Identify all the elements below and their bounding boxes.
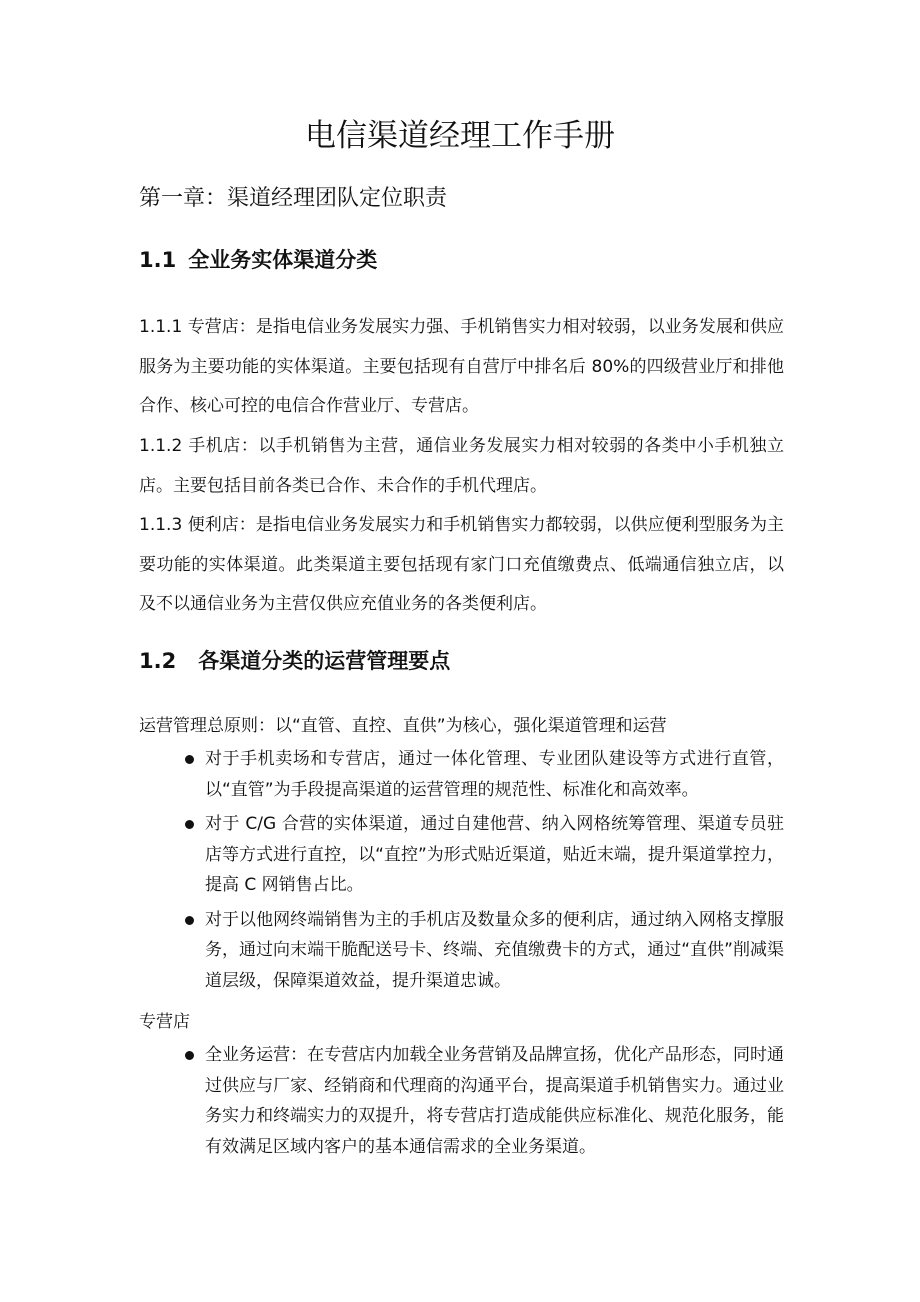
bullet-dot-icon xyxy=(185,1051,194,1060)
operation-principle: 运营管理总原则：以“直管、直控、直供”为核心，强化渠道管理和运营 xyxy=(139,716,667,736)
store-bullet-list xyxy=(139,1040,784,1166)
store-type-label: 专营店 xyxy=(139,1012,190,1032)
list-item xyxy=(139,744,784,805)
principle-bullet-list xyxy=(139,744,784,1000)
section-1-1-title: 全业务实体渠道分类 xyxy=(188,248,378,272)
bullet-text: 对于 C/G 合营的实体渠道，通过自建他营、纳入网格统筹管理、渠道专员驻店等方式进行直控，以“直控”为形式贴近渠道，贴近末端，提升渠道掌控力，提高 C 网销售占比。 xyxy=(205,814,784,895)
list-item xyxy=(139,809,784,901)
section-1-2-title: 各渠道分类的运营管理要点 xyxy=(198,649,451,673)
section-1-1-number: 1.1 xyxy=(139,248,177,272)
paragraph-1-1-3: 1.1.3 便利店：是指电信业务发展实力和手机销售实力都较弱，以供应便利型服务为主要功能的实体渠道。此类渠道主要包括现有家门口充值缴费点、低端通信独立店，以及不以通信业务为主营仅供应充值业务的各类便利店。 xyxy=(139,515,784,614)
bullet-text: 全业务运营：在专营店内加载全业务营销及品牌宣扬，优化产品形态，同时通过供应与厂家、经销商和代理商的沟通平台，提高渠道手机销售实力。通过业务实力和终端实力的双提升，将专营店打造成能供应标准化、规范化服务，能有效满足区域内客户的基本通信需求的全业务渠道。 xyxy=(205,1045,784,1157)
chapter-heading: 第一章：渠道经理团队定位职责 xyxy=(139,186,448,211)
bullet-text: 对于手机卖场和专营店，通过一体化管理、专业团队建设等方式进行直管，以“直管”为手段提高渠道的运营管理的规范性、标准化和高效率。 xyxy=(205,749,784,800)
paragraph-1-1-2: 1.1.2 手机店：以手机销售为主营，通信业务发展实力相对较弱的各类中小手机独立店。主要包括目前各类已合作、未合作的手机代理店。 xyxy=(139,436,784,496)
paragraph-1-1-1: 1.1.1 专营店：是指电信业务发展实力强、手机销售实力相对较弱，以业务发展和供应服务为主要功能的实体渠道。主要包括现有自营厅中排名后 80%的四级营业厅和排他合作、核心可控的电信合作营业厅、专营店。 xyxy=(139,317,784,416)
list-item xyxy=(139,905,784,997)
bullet-dot-icon xyxy=(185,916,194,925)
bullet-text: 对于以他网终端销售为主的手机店及数量众多的便利店，通过纳入网格支撑服务，通过向末端干脆配送号卡、终端、充值缴费卡的方式，通过“直供”削减渠道层级，保障渠道效益，提升渠道忠诚。 xyxy=(205,909,784,991)
document-title: 电信渠道经理工作手册 xyxy=(305,118,615,154)
section-1-2-number: 1.2 xyxy=(139,649,177,673)
section-1-2-heading xyxy=(139,641,450,681)
bullet-dot-icon xyxy=(185,755,194,764)
list-item xyxy=(139,1040,784,1162)
bullet-dot-icon xyxy=(185,820,194,829)
section-1-1-heading xyxy=(139,240,377,280)
